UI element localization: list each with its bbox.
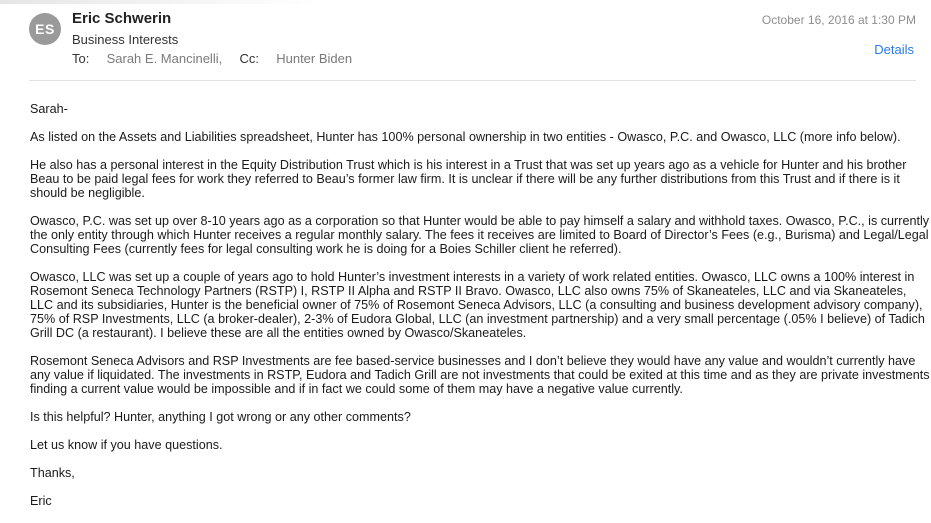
cc-recipient[interactable]: Hunter Biden [276,51,353,66]
greeting: Sarah- [30,102,68,116]
recipients-line [72,51,352,66]
avatar-initials: ES [35,21,55,37]
to-recipient[interactable]: Sarah E. Mancinelli, [106,51,223,66]
body-paragraph: Owasco, LLC was set up a couple of years ago to hold Hunter’s investment interests in a variety of work related entities. Owasco, LLC owns a 100% interest in Rosemont Seneca Technology Partners (RSTP) I, RSTP II Alpha and RSTP II Bravo. Owasco, LLC also owns 75% of Skaneateles, LLC and via Skaneateles, LLC and its subsidiaries, Hunter is the beneficial owner of 75% of Rosemont Seneca Advisors, LLC (a consulting and business development advisory company), 75% of RSP Investments, LLC (a broker-dealer), 2-3% of Eudora Global, LLC (an investment partnership) and a very small percentage (.05% I believe) of Tadich Grill DC (a restaurant). I believe these are all the entities owned by Owasco/Skaneateles. [30,270,925,340]
email-subject: Business Interests [72,32,179,47]
email-date: October 16, 2016 at 1:30 PM [761,13,916,27]
email-body [30,102,930,522]
body-paragraph: Let us know if you have questions. [30,438,223,452]
body-paragraph: As listed on the Assets and Liabilities spreadsheet, Hunter has 100% personal ownership in two entities - Owasco, P.C. and Owasco, LLC (more info below). [30,130,901,144]
top-edge-shadow [0,0,320,4]
body-paragraph: Rosemont Seneca Advisors and RSP Investments are fee based-service businesses and I don’t believe they would have any value and wouldn’t currently have any value if liquidated. The investments in RSTP, Eudora and Tadich Grill are not investments that could be exited at this time and as they are private investments finding a current value would be impossible and if in fact we could some of them may have a negative value currently. [30,354,930,396]
signature: Eric [30,494,52,508]
body-paragraph: Owasco, P.C. was set up over 8-10 years ago as a corporation so that Hunter would be able to pay himself a salary and withhold taxes. Owasco, P.C., is currently the only entity through which Hunter receives a regular monthly salary. The fees it receives are limited to Board of Director’s Fees (e.g., Burisma) and Legal/Legal Consulting Fees (currently fees for legal consulting work he is doing for a Boies Schiller client he referred). [30,214,930,256]
body-paragraph: Is this helpful? Hunter, anything I got wrong or any other comments? [30,410,411,424]
sign-off: Thanks, [30,466,75,480]
header-divider [29,80,916,81]
body-paragraph: He also has a personal interest in the Equity Distribution Trust which is his interest in a Trust that was set up years ago as a vehicle for Hunter and his brother Beau to be paid legal fees for work they referred to Beau’s former law firm. It is unclear if there will be any further distributions from this Trust and if there is it should be negligible. [30,158,907,200]
to-label: To: [72,51,90,66]
sender-avatar [29,13,61,45]
details-link[interactable]: Details [874,42,914,57]
sender-name: Eric Schwerin [72,10,172,27]
cc-label: Cc: [239,51,259,66]
